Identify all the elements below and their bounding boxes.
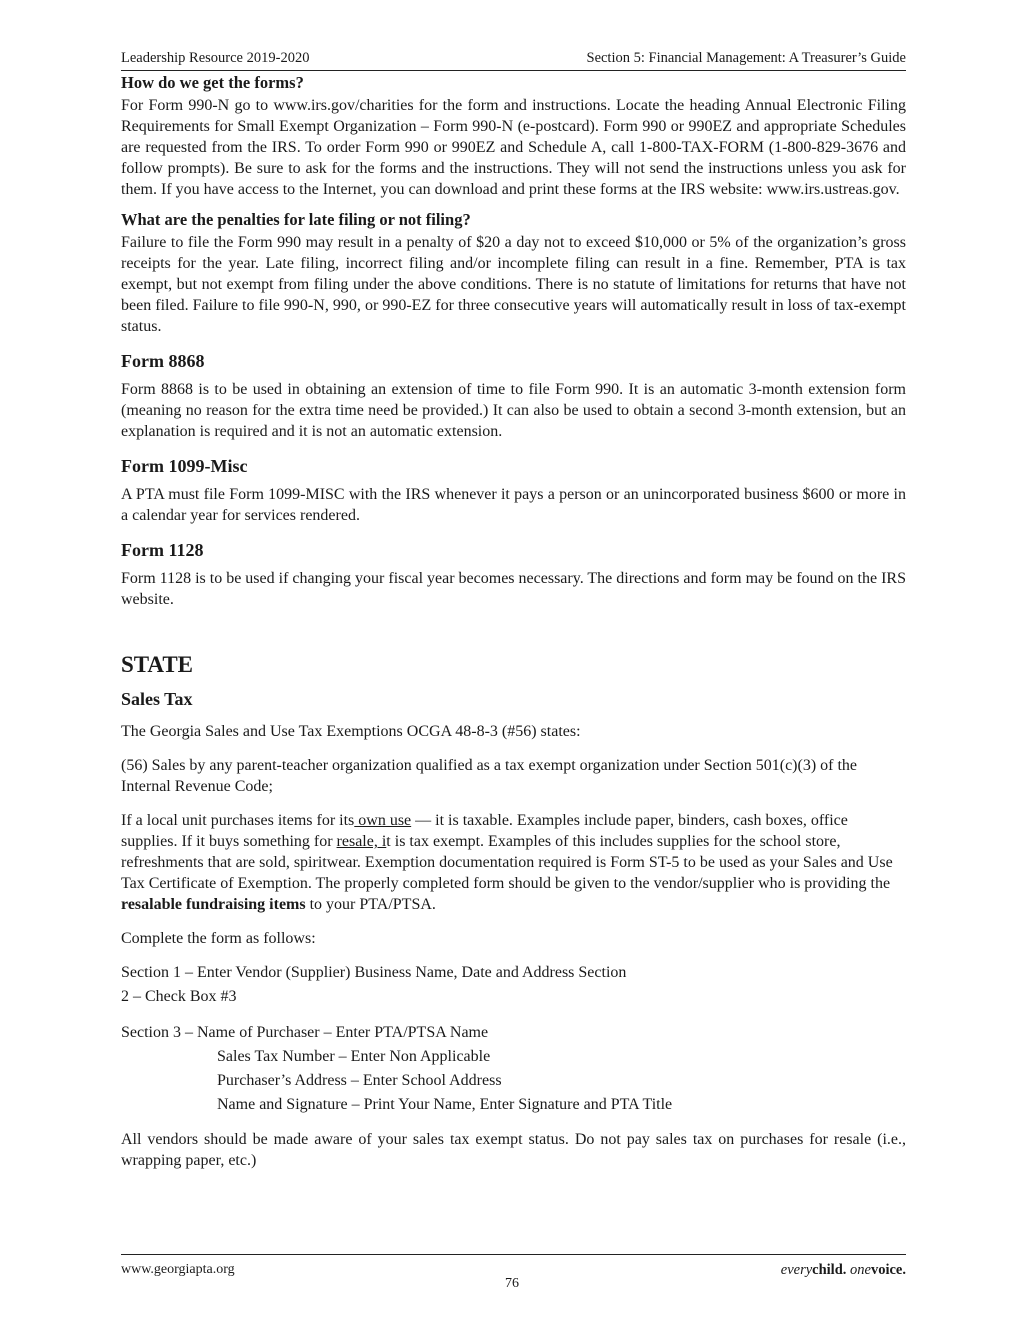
paragraph-form-1099: A PTA must file Form 1099-MISC with the IRS whenever it pays a person or an unincorporated business $600 or more in a calendar year for services rendered. (121, 486, 906, 524)
section-3-line-2: Sales Tax Number – Enter Non Applicable (217, 1048, 491, 1065)
document-body (121, 72, 906, 1171)
section-3-line-4: Name and Signature – Print Your Name, Enter Signature and PTA Title (217, 1096, 673, 1113)
heading-get-forms: How do we get the forms? (121, 73, 304, 92)
paragraph-get-forms: For Form 990-N go to www.irs.gov/charities for the form and instructions. Locate the heading Annual Electronic Filing Requirements for Small Exempt Organization – Form 990-N (e-postcard). Form 990 or 990EZ and appropriate Schedules are requested from the IRS. To order Form 990 or 990EZ and Schedule A, call 1-800-TAX-FORM (1-800-829-3676 and follow prompts). Be sure to ask for the forms and the instructions. They will not send the instructions unless you ask for them. If you have access to the Internet, you can download and print these forms at the IRS website: www.irs.ustreas.gov. (121, 97, 906, 198)
header-left: Leadership Resource 2019-2020 (121, 50, 310, 66)
section-3-line-1: Section 3 – Name of Purchaser – Enter PTA/PTSA Name (121, 1024, 489, 1041)
footer-url: www.georgiapta.org (121, 1262, 235, 1277)
heading-form-1099: Form 1099-Misc (121, 456, 248, 476)
page-header (121, 50, 906, 71)
paragraph-form-8868: Form 8868 is to be used in obtaining an extension of time to file Form 990. It is an automatic 3-month extension form (meaning no reason for the extra time need be provided.) It can also be used to obtain a second 3-month extension, but an explanation is required and it is not an automatic extension. (121, 381, 906, 440)
heading-form-8868: Form 8868 (121, 351, 205, 371)
section-1-line-1: Section 1 – Enter Vendor (Supplier) Business Name, Date and Address Section (121, 964, 627, 981)
footer-tagline: everychild. onevoice. (780, 1262, 906, 1278)
paragraph-section-56: (56) Sales by any parent-teacher organization qualified as a tax exempt organization under Section 501(c)(3) of the Internal Revenue Code; (121, 757, 858, 795)
header-right: Section 5: Financial Management: A Treasurer’s Guide (586, 50, 906, 66)
paragraph-local-unit: If a local unit purchases items for its own use — it is taxable. Examples include paper, binders, cash boxes, office supplies. If it buys something for resale, it is tax exempt. Examples of this includes supplies for the school store, refreshments that are sold, spiritwear. Exemption documentation required is Form ST-5 to be used as your Sales and Use Tax Certificate of Exemption. The properly completed form should be given to the vendor/supplier who is providing the resalable fundraising items to your PTA/PTSA. (121, 812, 893, 913)
paragraph-form-1128: Form 1128 is to be used if changing your fiscal year becomes necessary. The directions and form may be found on the IRS website. (121, 570, 906, 608)
heading-state: STATE (121, 652, 194, 677)
page-number: 76 (505, 1276, 519, 1291)
section-3-line-3: Purchaser’s Address – Enter School Address (217, 1072, 502, 1089)
heading-form-1128: Form 1128 (121, 540, 204, 560)
paragraph-ocga: The Georgia Sales and Use Tax Exemptions OCGA 48-8-3 (#56) states: (121, 723, 581, 740)
footer-divider (121, 1254, 906, 1255)
paragraph-vendors: All vendors should be made aware of your sales tax exempt status. Do not pay sales tax on purchases for resale (i.e., wrapping paper, etc.) (121, 1131, 906, 1169)
paragraph-penalties: Failure to file the Form 990 may result in a penalty of $20 a day not to exceed $10,000 or 5% of the organization’s gross receipts for the year. Late filing, incorrect filing and/or incomplete filing can result in a fine. Remember, PTA is tax exempt, but not exempt from filing under the above conditions. There is no statute of limitations for returns that have not been filed. Failure to file 990-N, 990, or 990-EZ for three consecutive years will automatically result in loss of tax-exempt status. (121, 234, 906, 335)
heading-sales-tax: Sales Tax (121, 689, 193, 709)
paragraph-complete-form: Complete the form as follows: (121, 930, 316, 947)
heading-penalties: What are the penalties for late filing or not filing? (121, 210, 471, 229)
section-1-line-2: 2 – Check Box #3 (121, 988, 237, 1005)
